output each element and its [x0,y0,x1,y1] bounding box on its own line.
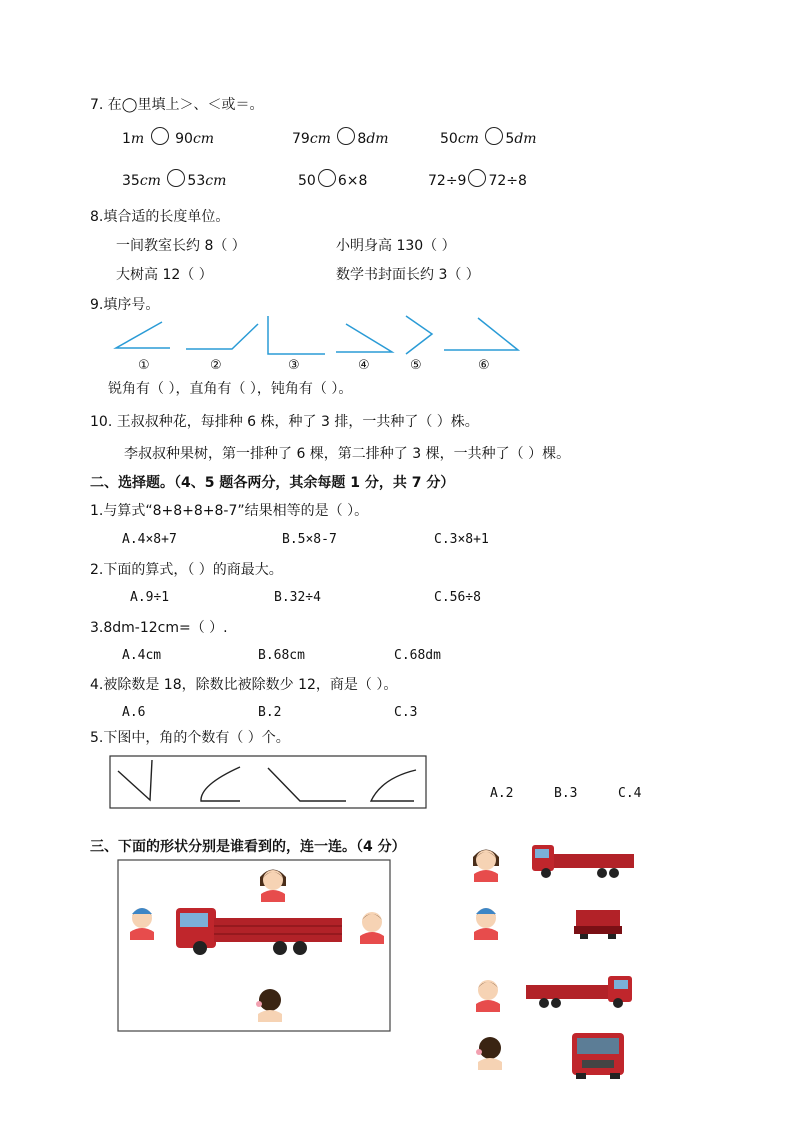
q8-book: 数学书封面长约 3（ ） [336,267,480,283]
s2-q2-option-c[interactable]: C.56÷8 [434,590,481,605]
girl-back-icon [476,1037,502,1070]
q8-title: 8.填合适的长度单位。 [90,209,230,225]
s2-q4-option-c[interactable]: C.3 [394,705,418,720]
truck-side-right-icon [526,976,632,1008]
girl-back-icon [256,989,282,1022]
boy-icon [476,980,500,1012]
s2-q3-stem: 3.8dm-12cm=（ ）. [90,620,228,636]
q7-item-5: 50 6×8 [298,172,367,190]
q9-answer-line: 锐角有（ ），直角有（ ），钝角有（ ）。 [108,381,353,397]
angle-label-5: ⑤ [410,358,422,373]
angle-label-4: ④ [358,358,370,373]
truck-icon [176,908,342,955]
scene-box [118,860,390,1031]
s2-q1-option-b[interactable]: B.5×8-7 [282,532,337,547]
q9-title: 9.填序号。 [90,297,160,313]
boy-icon [360,912,384,944]
boy-cap-icon [130,908,154,940]
s2-q3-option-b[interactable]: B.68cm [258,648,305,663]
q7-item-2: 79cm 8dm [292,130,389,148]
q8-height: 小明身高 130（ ） [336,238,456,254]
angle-label-6: ⑥ [478,358,490,373]
s2-q2-option-a[interactable]: A.9÷1 [130,590,170,605]
q7-item-4: 35cm 53cm [122,172,226,190]
angle-label-3: ③ [288,358,300,373]
s2-q4-option-b[interactable]: B.2 [258,705,282,720]
q7-title: 7. 在◯里填上＞、＜或＝。 [90,97,264,113]
q10-line-2: 李叔叔种果树，第一排种了 6 棵，第二排种了 3 棵，一共种了（ ）棵。 [124,446,571,462]
truck-rear-icon [574,910,622,939]
q7-item-1: 1m 90cm [122,130,214,148]
q7-item-3: 50cm 5dm [440,130,537,148]
s2-q5-option-b[interactable]: B.3 [554,786,578,801]
q10-line-1: 10. 王叔叔种花，每排种 6 株，种了 3 排，一共种了（ ）株。 [90,414,479,430]
truck-front-icon [572,1033,624,1079]
s2-q3-option-a[interactable]: A.4cm [122,648,162,663]
s2-q1-option-c[interactable]: C.3×8+1 [434,532,489,547]
s2-q4-option-a[interactable]: A.6 [122,705,146,720]
section3-heading: 三、下面的形状分别是谁看到的，连一连。（4 分） [90,839,406,855]
girl-front-icon [260,870,286,903]
truck-side-left-icon [532,845,634,878]
angle-label-1: ① [138,358,150,373]
s2-q4-stem: 4.被除数是 18，除数比被除数少 12，商是（ ）。 [90,677,398,693]
boy-cap-icon [474,908,498,940]
section2-heading: 二、选择题。（4、5 题各两分，其余每题 1 分，共 7 分） [90,475,455,491]
s2-q5-stem: 5.下图中，角的个数有（ ）个。 [90,730,290,746]
s2-q5-option-c[interactable]: C.4 [618,786,642,801]
s2-q5-option-a[interactable]: A.2 [490,786,514,801]
s2-q1-option-a[interactable]: A.4×8+7 [122,532,177,547]
s2-q1-stem: 1.与算式“8+8+8+8-7”结果相等的是（ ）。 [90,503,369,519]
q7-item-6: 72÷9 72÷8 [428,172,527,190]
s2-q2-option-b[interactable]: B.32÷4 [274,590,321,605]
q8-tree: 大树高 12（ ） [116,267,213,283]
girl-front-icon [473,850,499,883]
s2-q2-stem: 2.下面的算式，（ ）的商最大。 [90,562,283,578]
angle-label-2: ② [210,358,222,373]
s2-q3-option-c[interactable]: C.68dm [394,648,441,663]
q8-classroom: 一间教室长约 8（ ） [116,238,246,254]
